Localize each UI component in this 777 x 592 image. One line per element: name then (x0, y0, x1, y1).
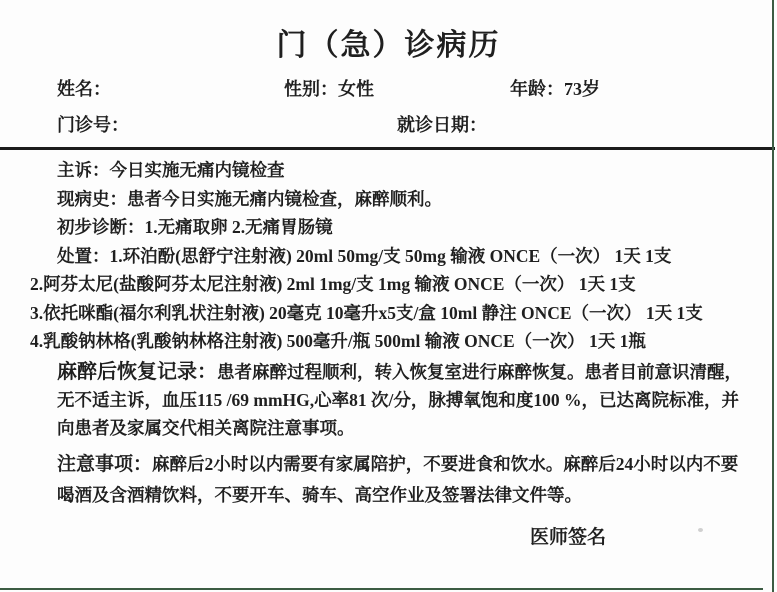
precautions (57, 449, 747, 510)
precautions-text: 麻醉后2小时以内需要有家属陪护，不要进食和饮水。麻醉后24小时以内不要喝酒及含酒精饮料，不要开车、骑车、高空作业及签署法律文件等。 (57, 453, 739, 505)
recovery-record-label: 麻醉后恢复记录： (57, 360, 217, 383)
preliminary-diagnosis (57, 213, 747, 242)
age-value: 73岁 (564, 79, 600, 99)
disposition-order-1 (57, 242, 747, 271)
bottom-frame-line (0, 588, 763, 590)
visit-date-label: 就诊日期： (397, 115, 487, 135)
chief-complaint (57, 156, 747, 185)
chief-complaint-label: 主诉： (57, 160, 110, 180)
age-label: 年龄： (510, 79, 564, 99)
gender-field (284, 77, 510, 101)
visit-info-row (0, 113, 777, 137)
outpatient-number-label: 门诊号： (57, 115, 129, 135)
present-illness-text: 患者今日实施无痛内镜检查，麻醉顺利。 (127, 188, 442, 209)
disposition-order-2: 2.阿芬太尼(盐酸阿芬太尼注射液) 2ml 1mg/支 1mg 输液 ONCE（一次） 1天 1支 (30, 274, 636, 294)
chief-complaint-text: 今日实施无痛内镜检查 (109, 160, 285, 180)
recovery-record (57, 358, 747, 442)
scan-artifact-dot (698, 528, 703, 532)
patient-info-row (0, 77, 777, 101)
disposition-label: 处置： (57, 245, 110, 266)
right-frame-line (772, 0, 774, 592)
page-title: 门（急）诊病历 (276, 29, 501, 62)
name-field (57, 77, 284, 101)
preliminary-diagnosis-text: 1.无痛取卵 2.无痛胃肠镜 (144, 217, 333, 237)
gender-value: 女性 (338, 79, 374, 99)
doctor-signature-label: 医师签名 (530, 526, 607, 548)
disposition-order-3: 3.依托咪酯(福尔利乳状注射液) 20毫克 10毫升x5支/盒 10ml 静注 ONCE（一次） 1天 1支 (30, 302, 703, 323)
name-label: 姓名： (57, 79, 111, 99)
disposition-order-1-text: 1.环泊酚(思舒宁注射液) 20ml 50mg/支 50mg 输液 ONCE（一次） 1天 1支 (109, 245, 672, 266)
record-body (0, 150, 777, 549)
disposition-order-4: 4.乳酸钠林格(乳酸钠林格注射液) 500毫升/瓶 500ml 输液 ONCE（一次） 1天 1瓶 (30, 331, 646, 351)
present-illness (57, 185, 747, 214)
visit-date-field (397, 113, 487, 137)
recovery-record-text: 患者麻醉过程顺利，转入恢复室进行麻醉恢复。患者目前意识清醒，无不适主诉，血压115 /69 mmHG,心率81 次/分，脉搏氧饱和度100 %，已达离院标准，并向患者及家属交代相关离院注意事项。 (57, 361, 742, 438)
age-field (510, 77, 600, 101)
preliminary-diagnosis-label: 初步诊断： (57, 217, 145, 237)
gender-label: 性别： (284, 79, 338, 99)
outpatient-number-field (57, 113, 397, 137)
precautions-label: 注意事项： (57, 453, 153, 475)
present-illness-label: 现病史： (57, 188, 127, 209)
